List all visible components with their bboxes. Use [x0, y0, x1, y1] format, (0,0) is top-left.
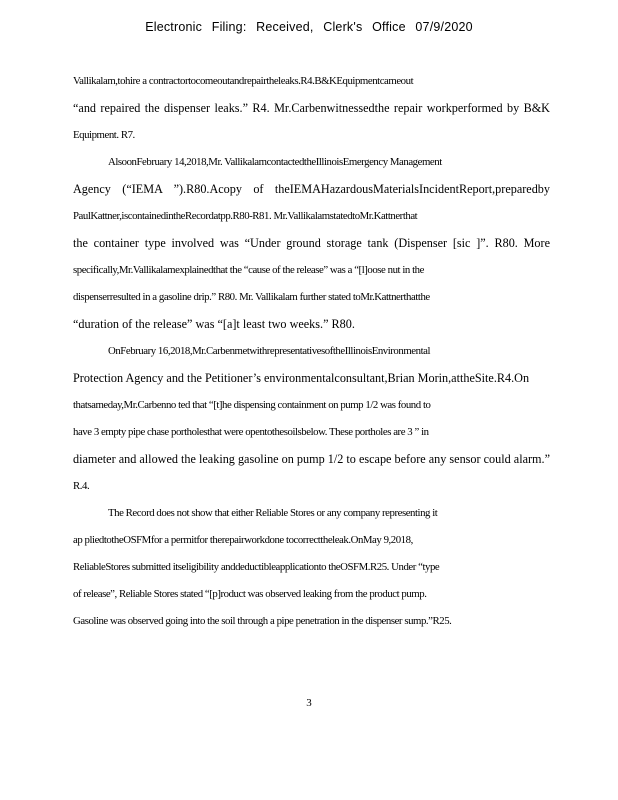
text-line: have 3 empty pipe chase portholesthat were opentothesoilsbelow. These portholes are 3 ” in [73, 426, 429, 438]
text-line: ap pliedtotheOSFMfor a permitfor therepairworkdone tocorrecttheleak.OnMay 9,2018, [73, 534, 413, 546]
text-line: The Record does not show that either Reliable Stores or any company representing it [108, 507, 438, 519]
text-line: dispenserresulted in a gasoline drip.” R80. Mr. Vallikalam further stated toMr.Kattnerthatthe [73, 291, 430, 303]
text-line: specifically,Mr.Vallikalamexplainedthat the “cause of the release” was a “[l]oose nut in the [73, 264, 424, 276]
filing-stamp-header: Electronic Filing: Received, Clerk's Office 07/9/2020 [145, 20, 473, 34]
text-line: thatsameday,Mr.Carbenno ted that “[t]he dispensing containment on pump 1/2 was found to [73, 399, 431, 411]
text-line: PaulKattner,iscontainedintheRecordatpp.R80-R81. Mr.VallikalamstatedtoMr.Kattnerthat [73, 210, 418, 222]
text-line: “duration of the release” was “[a]t least two weeks.” R80. [73, 317, 355, 331]
text-line: of release”, Reliable Stores stated “[p]roduct was observed leaking from the product pump. [73, 588, 427, 600]
text-line: the container type involved was “Under ground storage tank (Dispenser [sic ]”. R80. More [73, 236, 550, 250]
page-number: 3 [306, 697, 312, 709]
text-line: Protection Agency and the Petitioner’s environmentalconsultant,Brian Morin,attheSite.R4.On [73, 371, 530, 385]
text-line: Gasoline was observed going into the soil through a pipe penetration in the dispenser sump.”R25. [73, 615, 452, 627]
text-line: Equipment. R7. [73, 129, 135, 141]
text-line: ReliableStores submitted itseligibility anddeductibleapplicationto theOSFM.R25. Under “type [73, 561, 440, 573]
text-line: Vallikalam,tohire a contractortocomeoutandrepairtheleaks.R4.B&KEquipmentcameout [73, 75, 414, 87]
text-line: OnFebruary 16,2018,Mr.CarbenmetwithrepresentativesoftheIllinoisEnvironmental [108, 345, 431, 357]
text-line: “and repaired the dispenser leaks.” R4. Mr.Carbenwitnessedthe repair workperformed by B&K [73, 101, 550, 115]
document-body [73, 68, 550, 635]
text-line: AlsoonFebruary 14,2018,Mr. VallikalamcontactedtheIllinoisEmergency Management [108, 156, 442, 168]
text-line: Agency (“IEMA ”).R80.Acopy of theIEMAHazardousMaterialsIncidentReport,preparedby [73, 182, 550, 196]
text-line: diameter and allowed the leaking gasoline on pump 1/2 to escape before any sensor could alarm.” [73, 452, 550, 466]
text-line: R.4. [73, 480, 90, 492]
